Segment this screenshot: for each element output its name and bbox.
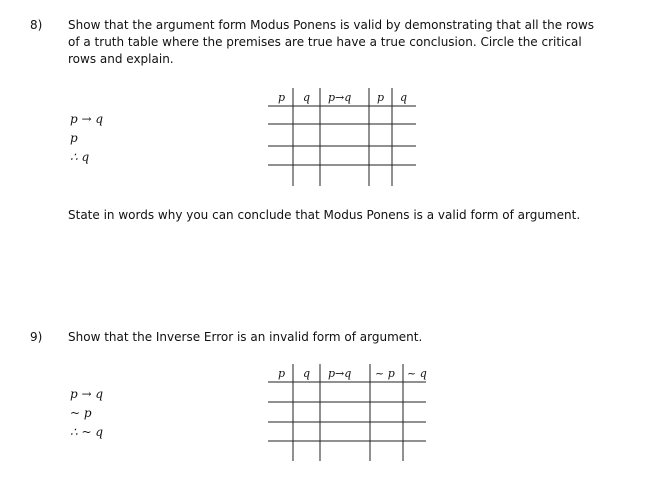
question-9-argument [70, 386, 103, 440]
header-p-implies-q: p→q [328, 91, 352, 104]
header-q: q [303, 367, 311, 380]
question-9-truth-table [268, 364, 428, 464]
conclusion: ∴ q [70, 150, 90, 164]
header-p: p [278, 367, 286, 380]
premise-1: p → q [70, 112, 104, 126]
premise-2: ~ p [70, 406, 92, 420]
premise-2: p [70, 131, 78, 145]
question-8-prompt-line-3: rows and explain. [68, 52, 174, 66]
question-8-state-prompt: State in words why you can conclude that Modus Ponens is a valid form of argument. [68, 208, 581, 222]
question-8-argument [70, 111, 103, 165]
header-p-repeat: p [377, 91, 385, 104]
premise-1: p → q [70, 387, 104, 401]
question-8-prompt-line-2: of a truth table where the premises are true have a true conclusion. Circle the critical [68, 35, 582, 49]
header-not-p: ~ p [375, 367, 395, 380]
conclusion: ∴ ~ q [70, 425, 103, 439]
header-p-implies-q: p→q [328, 367, 352, 380]
header-q: q [303, 91, 311, 104]
question-8-prompt [68, 17, 594, 68]
header-p: p [278, 91, 286, 104]
header-not-q: ~ q [407, 367, 427, 380]
question-8-number: 8) [30, 18, 43, 32]
question-8-prompt-line-1: Show that the argument form Modus Ponens is valid by demonstrating that all the rows [68, 18, 595, 32]
header-q-repeat: q [400, 91, 408, 104]
question-9-number: 9) [30, 330, 43, 344]
question-8-truth-table [268, 88, 418, 188]
question-9-prompt: Show that the Inverse Error is an invalid form of argument. [68, 330, 423, 344]
